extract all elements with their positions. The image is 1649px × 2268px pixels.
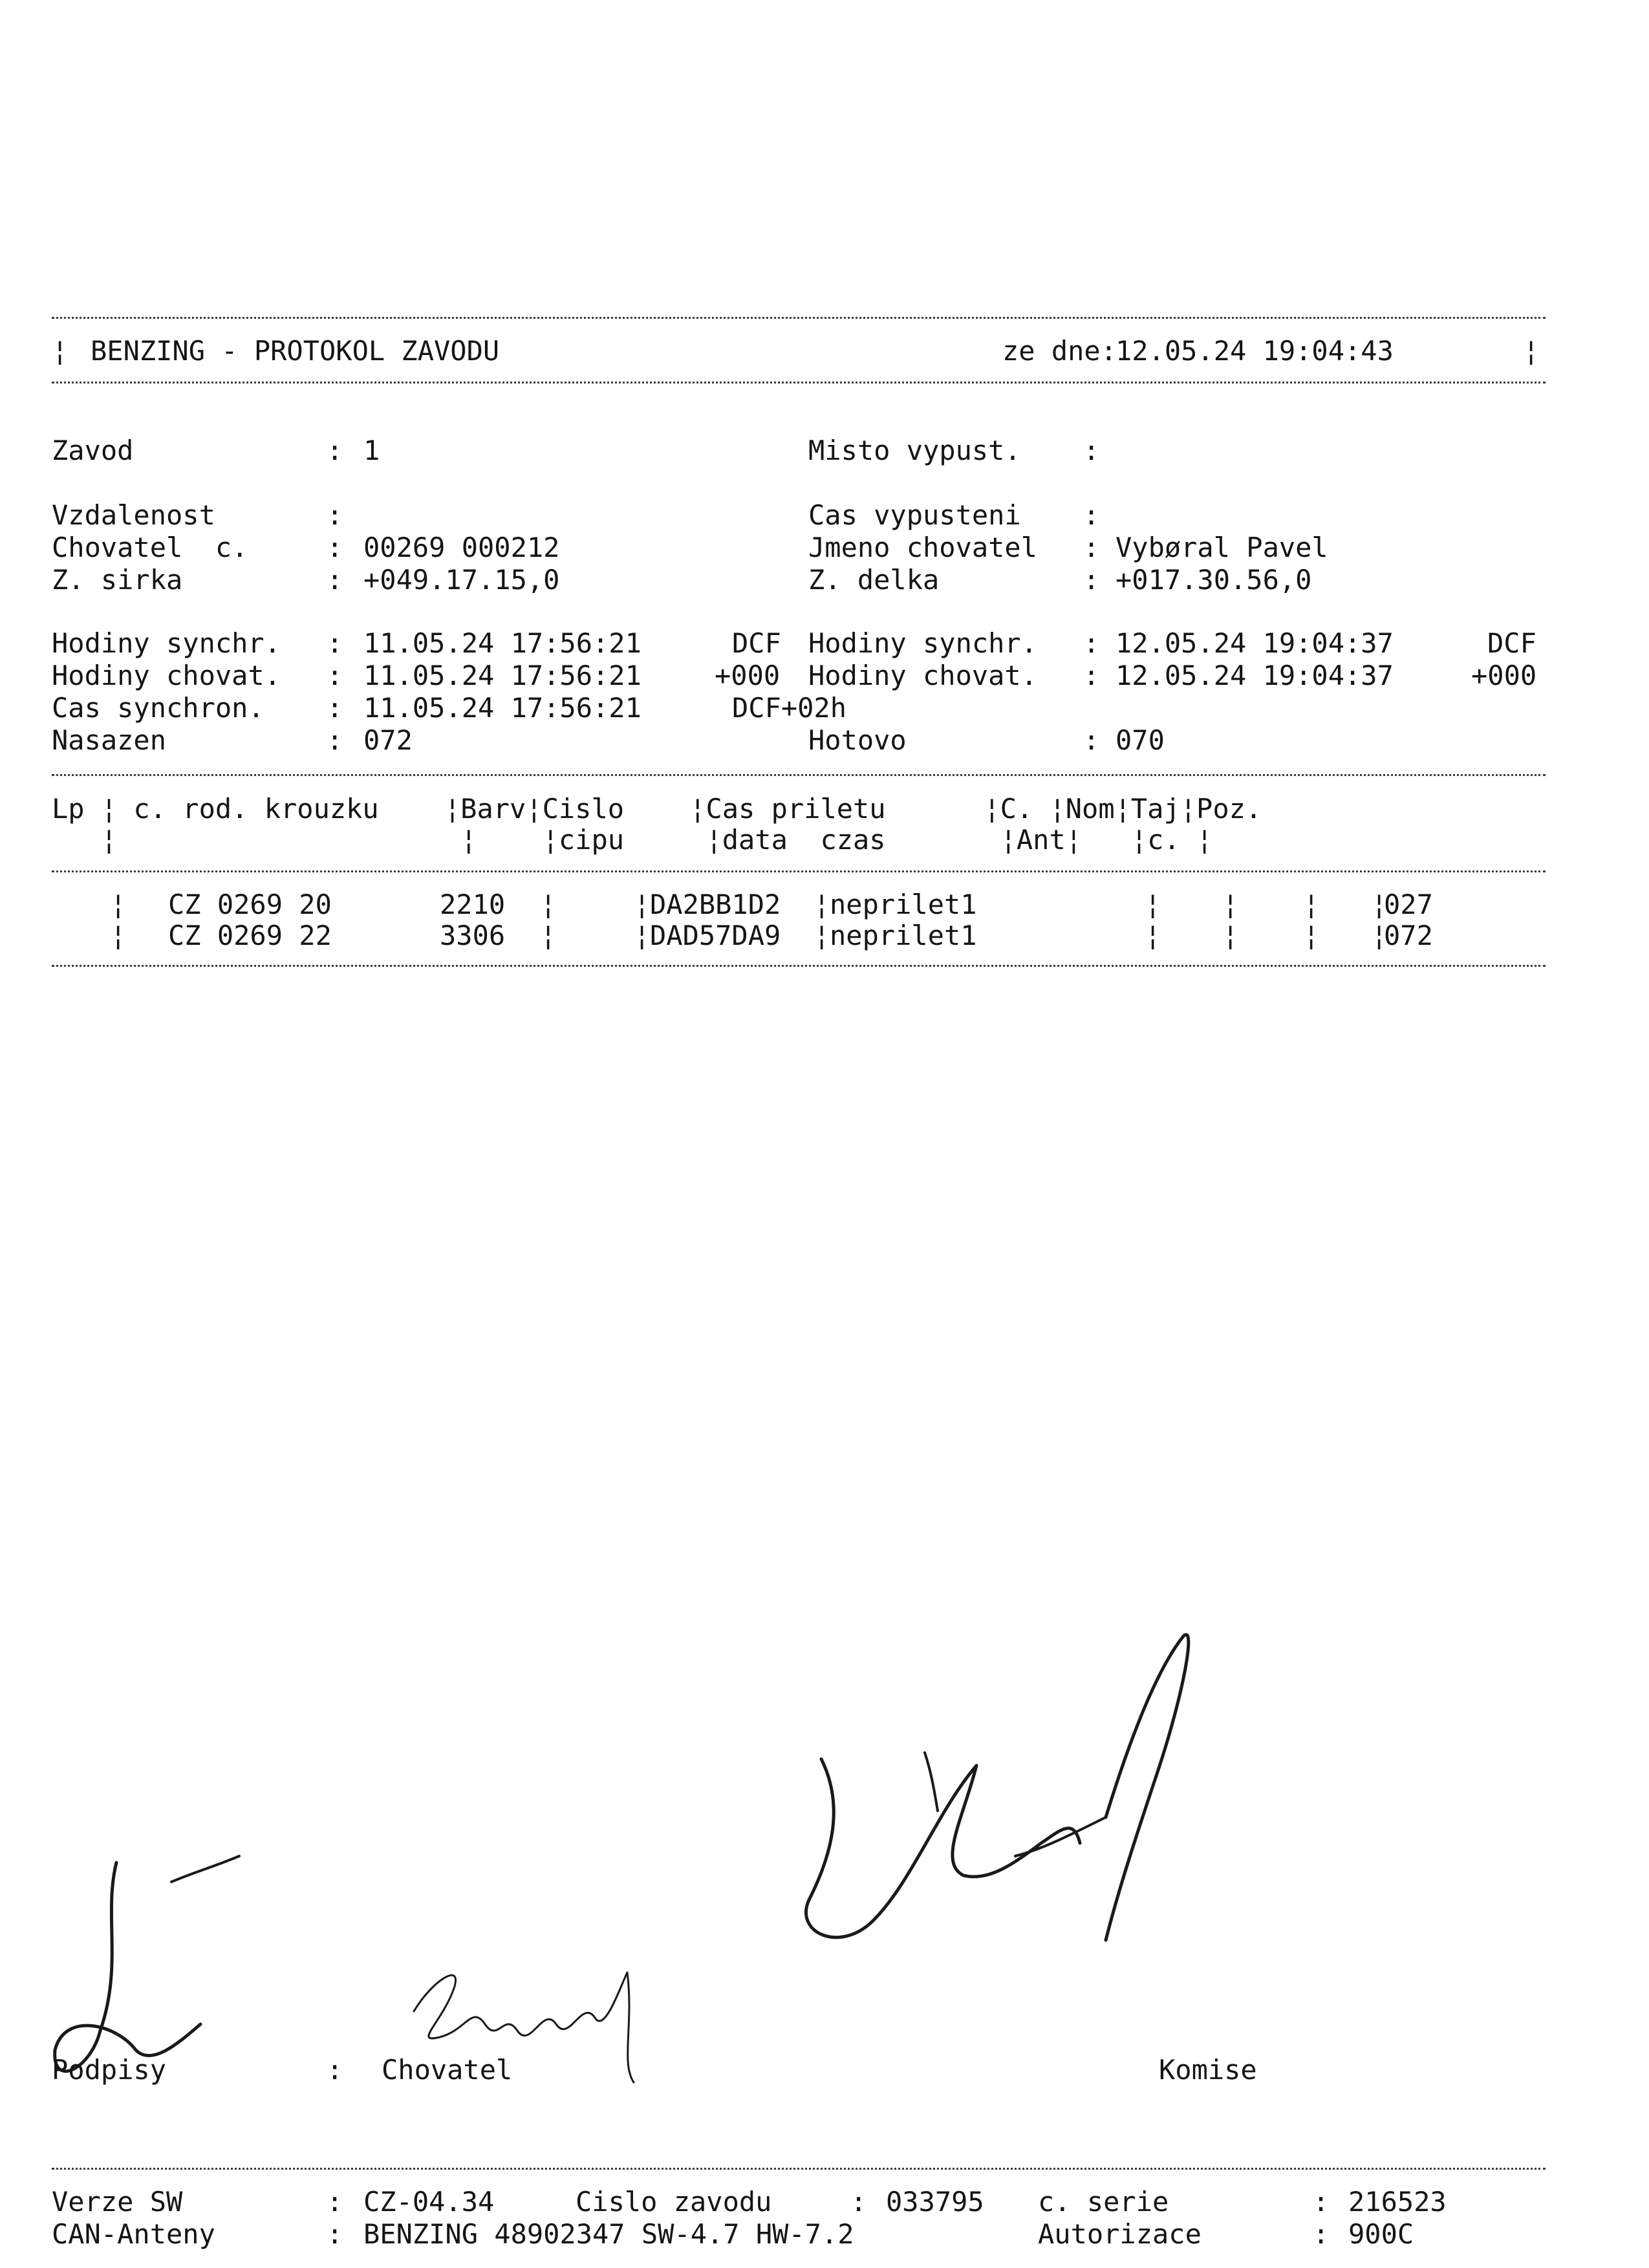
cas-vypusteni-label: Cas vypusteni	[808, 499, 1021, 531]
chovat-end-value: 12.05.24 19:04:37	[1116, 660, 1394, 691]
ring-number: CZ 0269 22	[168, 920, 332, 951]
clock-row-synchr	[52, 627, 1546, 660]
synchr-start-suffix: DCF	[732, 627, 781, 659]
sirka-label: Z. sirka	[52, 564, 183, 596]
synchr-sep: :	[327, 627, 343, 659]
info-row-souradnice	[52, 564, 1546, 596]
chovatel-sep: :	[327, 532, 343, 563]
arrival-status: neprilet1	[830, 920, 977, 951]
row-bar: ¦	[814, 920, 830, 951]
ring-number: CZ 0269 20	[168, 889, 332, 920]
misto-label: Misto vypust.	[808, 435, 1021, 466]
zavod-label: Zavod	[52, 435, 134, 466]
chovat-end-label: Hodiny chovat.	[808, 660, 1038, 691]
chip-id: DA2BB1D2	[650, 889, 781, 920]
synchr-end-sep: :	[1083, 627, 1100, 659]
misto-sep: :	[1083, 435, 1100, 466]
chip-id: DAD57DA9	[650, 920, 781, 951]
chovat-start-value: 11.05.24 17:56:21	[363, 660, 641, 691]
cislo-zavodu-sep: :	[850, 2186, 867, 2218]
chovatel-value: 00269 000212	[363, 532, 560, 563]
table-row	[52, 920, 1546, 952]
table-row	[52, 889, 1546, 921]
signatures-row	[52, 2054, 1546, 2086]
can-value: BENZING 48902347 SW-4.7 HW-7.2	[363, 2218, 854, 2250]
row-bar: ¦	[1303, 889, 1320, 920]
serie-label: c. serie	[1038, 2186, 1169, 2218]
chovat-end-sep: :	[1083, 660, 1100, 691]
footer-row-verze	[52, 2186, 1546, 2218]
sirka-sep: :	[327, 564, 343, 596]
chovat-start-suffix: +000	[715, 660, 781, 691]
zavod-value: 1	[363, 435, 380, 466]
delka-label: Z. delka	[808, 564, 940, 596]
clock-row-nasazen	[52, 724, 1546, 757]
can-sep: :	[327, 2218, 343, 2250]
nasazen-label: Nasazen	[52, 724, 167, 756]
footer-row-can	[52, 2218, 1546, 2251]
date-value: 12.05.24 19:04:43	[1116, 335, 1394, 367]
header-divider	[52, 382, 1546, 383]
protocol-header	[52, 335, 1546, 367]
jmeno-value: Vybøral Pavel	[1116, 532, 1328, 563]
position-value: 072	[1384, 920, 1433, 951]
row-bar: ¦	[1222, 920, 1239, 951]
date-label: ze dne:	[1002, 335, 1117, 367]
synchr-end-value: 12.05.24 19:04:37	[1116, 627, 1394, 659]
synchr-end-suffix: DCF	[1487, 627, 1536, 659]
chovatel-label: Chovatel c.	[52, 532, 248, 563]
footer-divider	[52, 2168, 1546, 2170]
row-bar: ¦	[1145, 920, 1161, 951]
sirka-value: +049.17.15,0	[363, 564, 560, 596]
signature-komise	[770, 1617, 1222, 2005]
clock-row-chovat	[52, 660, 1546, 692]
vzdalenost-label: Vzdalenost	[52, 499, 215, 531]
jmeno-label: Jmeno chovatel	[808, 532, 1038, 563]
can-label: CAN-Anteny	[52, 2218, 215, 2250]
table-bottom-divider	[52, 965, 1546, 967]
podpisy-label: Podpisy	[52, 2054, 167, 2086]
podpisy-sep: :	[327, 2054, 343, 2086]
chovat-label: Hodiny chovat.	[52, 660, 281, 691]
delka-sep: :	[1083, 564, 1100, 596]
info-row-vzdalenost	[52, 499, 1546, 532]
verze-sep: :	[327, 2186, 343, 2218]
serie-sep: :	[1313, 2186, 1330, 2218]
table-header-divider	[52, 870, 1546, 872]
hotovo-label: Hotovo	[808, 724, 907, 756]
nasazen-value: 072	[363, 724, 413, 756]
cas-synchron-label: Cas synchron.	[52, 692, 264, 724]
autorizace-sep: :	[1313, 2218, 1330, 2250]
cas-synchron-value: 11.05.24 17:56:21	[363, 692, 641, 724]
verze-label: Verze SW	[52, 2186, 183, 2218]
nasazen-sep: :	[327, 724, 343, 756]
row-bar: ¦	[1371, 889, 1388, 920]
vzdalenost-sep: :	[327, 499, 343, 531]
jmeno-sep: :	[1083, 532, 1100, 563]
chovat-end-suffix: +000	[1471, 660, 1537, 691]
row-bar: ¦	[110, 889, 127, 920]
synchr-end-label: Hodiny synchr.	[808, 627, 1038, 659]
delka-value: +017.30.56,0	[1116, 564, 1312, 596]
table-header-line-1: Lp ¦ c. rod. krouzku ¦Barv¦Cislo ¦Cas priletu ¦C. ¦Nom¦Taj¦Poz.	[52, 793, 1262, 825]
ring-code: 2210	[440, 889, 506, 920]
top-divider	[52, 317, 1546, 319]
cislo-zavodu-label: Cislo zavodu	[576, 2186, 772, 2218]
arrival-status: neprilet1	[830, 889, 977, 920]
position-value: 027	[1384, 889, 1433, 920]
cas-synchron-sep: :	[327, 692, 343, 724]
row-bar: ¦	[634, 920, 651, 951]
header-bar-left: ¦	[52, 335, 69, 367]
cas-vypusteni-sep: :	[1083, 499, 1100, 531]
hotovo-value: 070	[1116, 724, 1165, 756]
info-row-chovatel	[52, 532, 1546, 564]
row-bar: ¦	[1145, 889, 1161, 920]
row-bar: ¦	[1371, 920, 1388, 951]
zavod-sep: :	[327, 435, 343, 466]
synchr-label: Hodiny synchr.	[52, 627, 281, 659]
autorizace-label: Autorizace	[1038, 2218, 1202, 2250]
hotovo-sep: :	[1083, 724, 1100, 756]
ring-code: 3306	[440, 920, 506, 951]
chovat-sep: :	[327, 660, 343, 691]
protocol-title: BENZING - PROTOKOL ZAVODU	[91, 335, 500, 367]
row-bar: ¦	[1222, 889, 1239, 920]
table-top-divider	[52, 774, 1546, 776]
cislo-zavodu-value: 033795	[886, 2186, 984, 2218]
komise-signature-label: Komise	[1159, 2054, 1257, 2086]
row-bar: ¦	[110, 920, 127, 951]
row-bar: ¦	[634, 889, 651, 920]
row-bar: ¦	[540, 920, 557, 951]
row-bar: ¦	[814, 889, 830, 920]
header-bar-right: ¦	[1523, 335, 1540, 367]
serie-value: 216523	[1348, 2186, 1447, 2218]
table-header-line-2: ¦ ¦ ¦cipu ¦data czas ¦Ant¦ ¦c. ¦	[52, 824, 1213, 856]
autorizace-value: 900C	[1348, 2218, 1414, 2250]
row-bar: ¦	[540, 889, 557, 920]
synchr-start-value: 11.05.24 17:56:21	[363, 627, 641, 659]
cas-synchron-suffix: DCF+02h	[732, 692, 847, 724]
info-row-zavod	[52, 435, 1546, 467]
row-bar: ¦	[1303, 920, 1320, 951]
chovatel-signature-label: Chovatel	[382, 2054, 513, 2086]
clock-row-cas-synchron	[52, 692, 1546, 724]
verze-value: CZ-04.34	[363, 2186, 495, 2218]
